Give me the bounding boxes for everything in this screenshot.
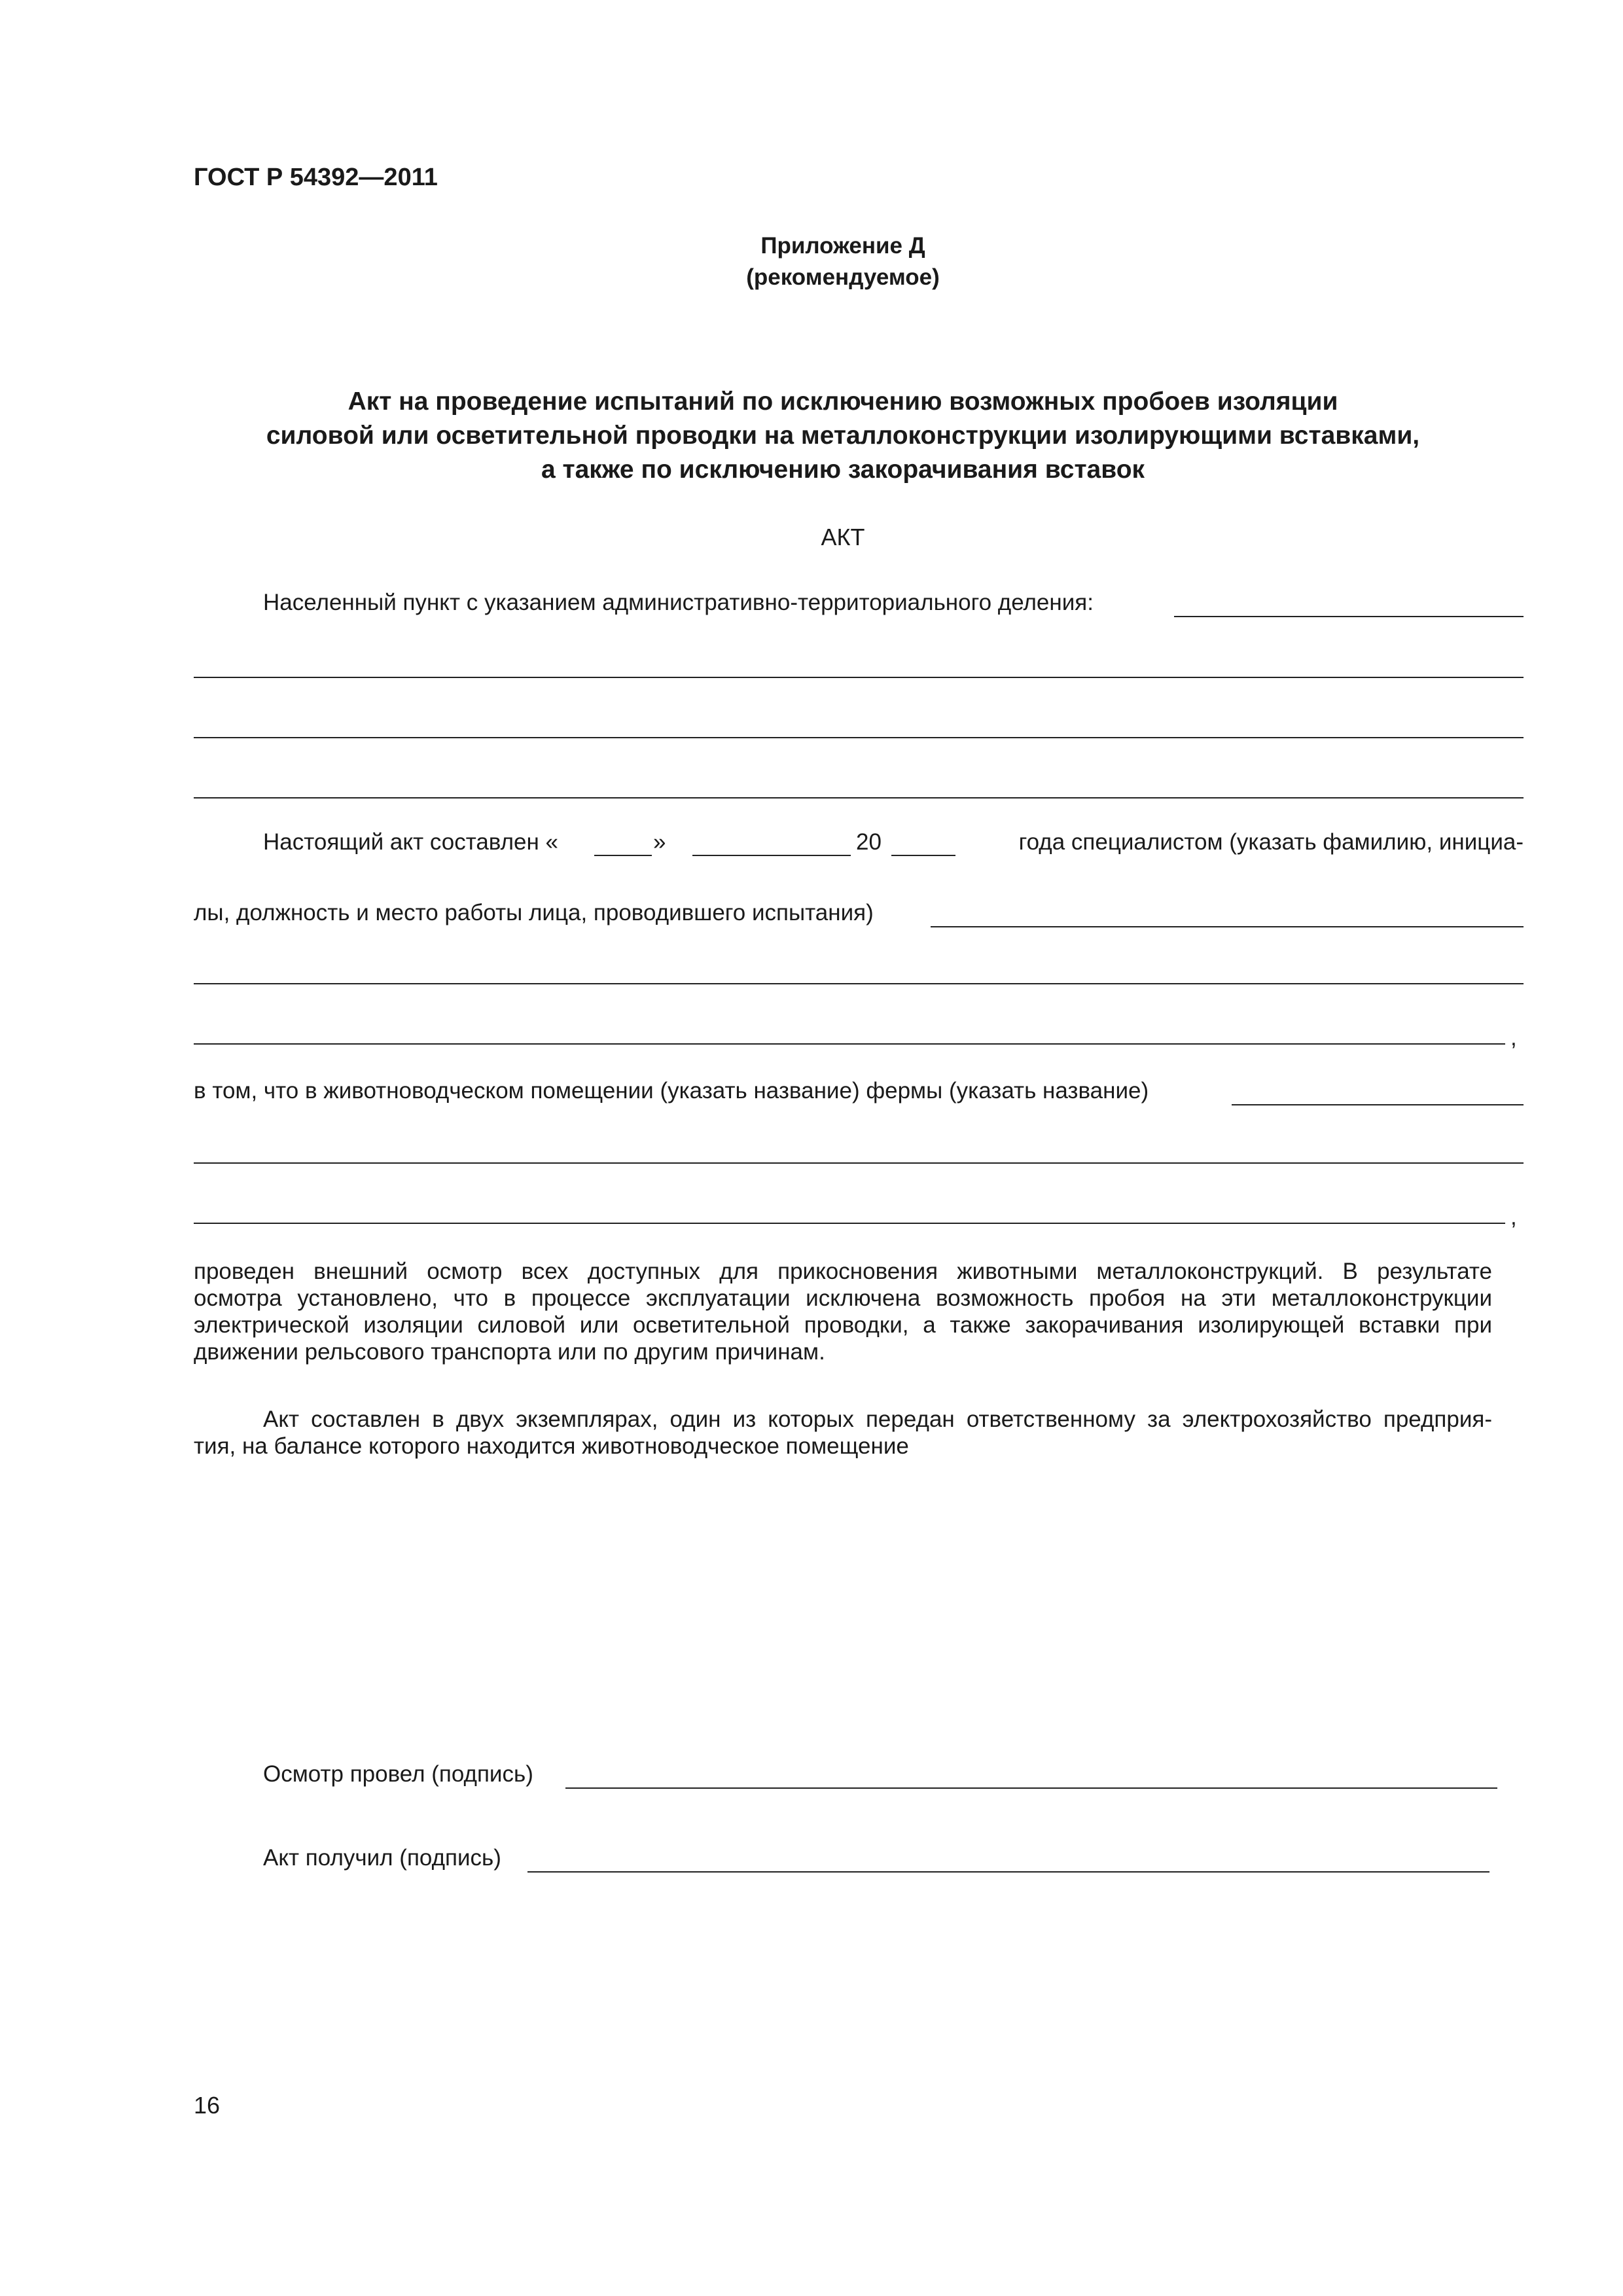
act-title-line-1: Акт на проведение испытаний по исключению возможных пробоев изоляции — [348, 387, 1338, 416]
page-number: 16 — [194, 2092, 221, 2119]
premises-line-3[interactable] — [194, 1223, 1505, 1224]
appendix-heading — [194, 230, 1492, 293]
act-title-line-2: силовой или осветительной проводки на металлоконструкции изолирующими вставками, — [266, 422, 1420, 450]
body-paragraph-1 — [194, 1258, 1492, 1365]
composed-prefix: Настоящий акт составлен « — [263, 829, 559, 855]
appendix-subtitle: (рекомендуемое) — [746, 264, 940, 290]
appendix-title: Приложение Д — [760, 233, 925, 259]
day-field[interactable] — [594, 855, 652, 856]
body-paragraph-1-line-2: осмотра установлено, что в процессе эксплуатации исключена возможность пробоя на эти металлоконструкции — [194, 1285, 1492, 1311]
body-paragraph-1-line-3: электрической изоляции силовой или осветительной проводки, а также закорачивания изолирующей вставки при — [194, 1312, 1492, 1338]
body-paragraph-2-line-2: тия, на балансе которого находится животноводческое помещение — [194, 1433, 909, 1459]
locality-line-2[interactable] — [194, 677, 1524, 678]
body-paragraph-2 — [194, 1406, 1492, 1460]
locality-line-4[interactable] — [194, 797, 1524, 798]
body-paragraph-1-line-4: движении рельсового транспорта или по другим причинам. — [194, 1339, 825, 1365]
inspector-signature-field[interactable] — [565, 1787, 1497, 1789]
receiver-signature-label: Акт получил (подпись) — [263, 1845, 501, 1871]
premises-label: в том, что в животноводческом помещении (указать название) фермы (указать название) — [194, 1078, 1149, 1103]
body-paragraph-1-line-1: проведен внешний осмотр всех доступных для прикосновения животными металлоконструкций. В результате — [194, 1259, 1492, 1284]
year-field[interactable] — [891, 855, 955, 856]
locality-label: Населенный пункт с указанием административно-территориального деления: — [263, 590, 1094, 615]
specialist-line-3[interactable] — [194, 1043, 1505, 1045]
specialist-field[interactable] — [931, 926, 1524, 927]
month-field[interactable] — [692, 855, 851, 856]
akt-label: АКТ — [821, 524, 865, 550]
locality-line-3[interactable] — [194, 737, 1524, 738]
composed-quote-close: » — [653, 829, 666, 855]
premises-line-2[interactable] — [194, 1162, 1524, 1164]
act-title — [194, 385, 1492, 487]
specialist-line-2[interactable] — [194, 983, 1524, 984]
composed-year-prefix: 20 — [856, 829, 882, 855]
receiver-signature-field[interactable] — [527, 1871, 1489, 1873]
composed-suffix: года специалистом (указать фамилию, инициа- — [1018, 829, 1524, 855]
comma-2: , — [1510, 1204, 1517, 1230]
document-number: ГОСТ Р 54392—2011 — [194, 164, 438, 191]
locality-field[interactable] — [1174, 616, 1524, 617]
act-title-line-3: а также по исключению закорачивания вставок — [541, 456, 1145, 484]
inspector-signature-label: Осмотр провел (подпись) — [263, 1761, 533, 1787]
premises-field[interactable] — [1232, 1104, 1524, 1105]
body-paragraph-2-line-1: Акт составлен в двух экземплярах, один из которых передан ответственному за электрохозяйство предприя- — [263, 1407, 1492, 1432]
comma-1: , — [1510, 1025, 1517, 1050]
composed-line-2: лы, должность и место работы лица, проводившего испытания) — [194, 900, 874, 925]
